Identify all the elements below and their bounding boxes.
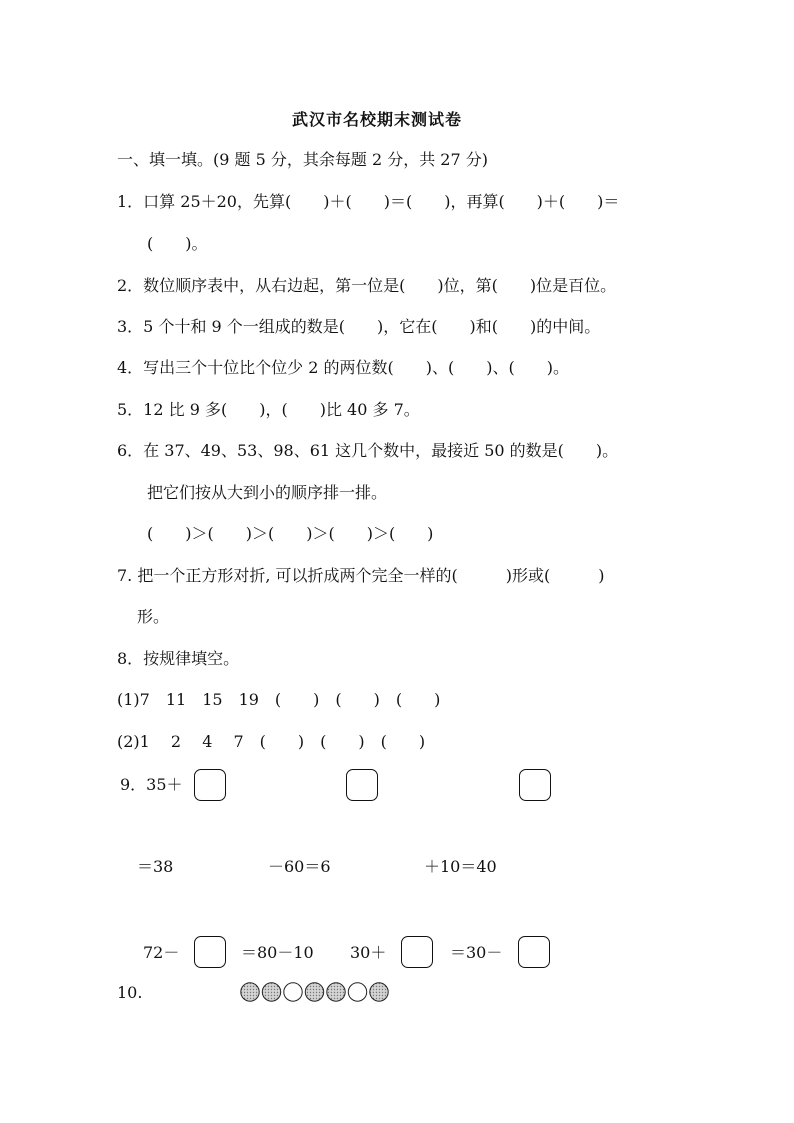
answer-box-3[interactable] bbox=[519, 769, 551, 801]
question-4: 4．写出三个十位比个位少 2 的两位数( )、( )、( )。 bbox=[117, 358, 569, 377]
question-1-line-2: ( )。 bbox=[147, 234, 208, 253]
question-5: 5．12 比 9 多( )，( )比 40 多 7。 bbox=[117, 400, 420, 419]
equation-3: ＋10＝40 bbox=[424, 857, 497, 876]
equation-4-start: 72－ bbox=[143, 943, 180, 962]
answer-box-4[interactable] bbox=[194, 936, 226, 968]
answer-box-2[interactable] bbox=[346, 769, 378, 801]
question-8-row-2: (2)1 2 4 7 ( ) ( ) ( ) bbox=[117, 732, 426, 751]
question-1-line-1: 1．口算 25＋20，先算( )＋( )＝( )，再算( )＋( )＝ bbox=[117, 192, 620, 211]
question-3: 3．5 个十和 9 个一组成的数是( )，它在( )和( )的中间。 bbox=[117, 317, 601, 336]
equation-2: －60＝6 bbox=[268, 857, 331, 876]
question-2: 2．数位顺序表中，从右边起，第一位是( )位，第( )位是百位。 bbox=[117, 276, 617, 295]
page-title: 武汉市名校期末测试卷 bbox=[292, 110, 463, 129]
shaded-bead bbox=[327, 983, 345, 1001]
shaded-bead bbox=[305, 983, 323, 1001]
question-8-title: 8．按规律填空。 bbox=[117, 649, 240, 668]
question-7-line-1: 7. 把一个正方形对折, 可以折成两个完全一样的( )形或( ) bbox=[117, 566, 605, 585]
plain-bead bbox=[284, 983, 302, 1001]
answer-box-5[interactable] bbox=[401, 936, 433, 968]
equation-1: ＝38 bbox=[137, 857, 174, 876]
question-6-line-1: 6．在 37、49、53、98、61 这几个数中，最接近 50 的数是( )。 bbox=[117, 441, 619, 460]
question-7-line-2: 形。 bbox=[137, 607, 170, 626]
equation-4-end: ＝80－10 bbox=[241, 943, 314, 962]
shaded-bead bbox=[241, 983, 259, 1001]
plain-bead bbox=[348, 983, 366, 1001]
question-8-row-1: (1)7 11 15 19 ( ) ( ) ( ) bbox=[117, 690, 441, 709]
equation-5-end: ＝30－ bbox=[450, 943, 503, 962]
equation-5-start: 30＋ bbox=[350, 943, 387, 962]
answer-box-1[interactable] bbox=[194, 769, 226, 801]
question-10-label: 10. bbox=[117, 983, 143, 1002]
section-heading: 一、填一填。(9 题 5 分，其余每题 2 分，共 27 分) bbox=[117, 150, 488, 169]
bead-string bbox=[240, 982, 392, 1002]
shaded-bead bbox=[262, 983, 280, 1001]
question-6-order-row: ( )＞( )＞( )＞( )＞( ) bbox=[147, 524, 434, 543]
question-9-label: 9．35＋ bbox=[120, 775, 183, 794]
shaded-bead bbox=[370, 983, 388, 1001]
question-6-line-2: 把它们按从大到小的顺序排一排。 bbox=[147, 483, 388, 502]
answer-box-6[interactable] bbox=[518, 936, 550, 968]
